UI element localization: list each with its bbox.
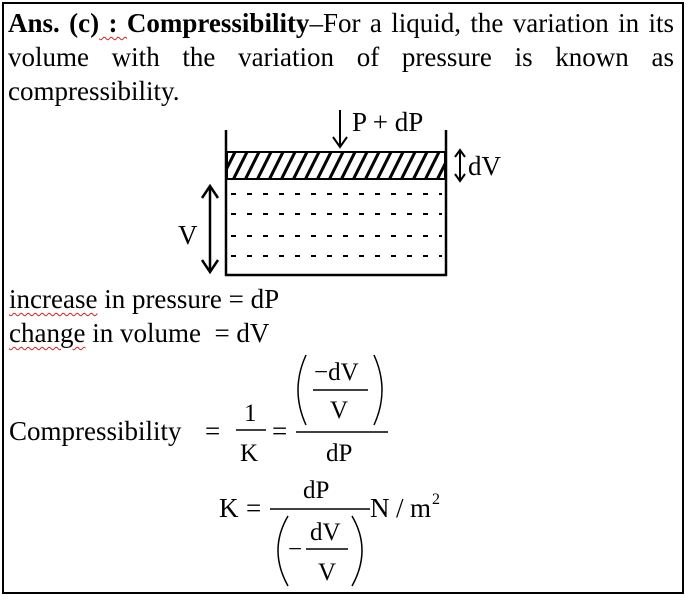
left-paren2-icon bbox=[278, 516, 288, 586]
formula1-dp: dP bbox=[326, 440, 353, 467]
formula1-equals: = bbox=[205, 416, 221, 446]
left-paren-icon bbox=[298, 355, 306, 425]
right-paren-icon bbox=[374, 355, 382, 425]
volume-arrow-icon bbox=[202, 186, 218, 272]
increase-rest: in pressure = dP bbox=[97, 284, 280, 314]
formula2-unit-exp: 2 bbox=[432, 491, 440, 508]
liquid-dashes bbox=[231, 194, 442, 256]
formula-compressibility bbox=[9, 355, 388, 467]
answer-term: Compressibility bbox=[126, 8, 310, 38]
formula2-minus: − bbox=[288, 536, 303, 563]
answer-option: Ans. (c) bbox=[8, 8, 100, 38]
formula1-equals2: = bbox=[272, 416, 288, 446]
volume-label: V bbox=[178, 220, 198, 250]
change-word: change bbox=[9, 318, 86, 348]
dv-arrow-icon bbox=[455, 150, 465, 181]
formula-bulk-modulus bbox=[219, 477, 440, 586]
dv-label: dV bbox=[468, 151, 501, 181]
formula1-one: 1 bbox=[244, 400, 257, 427]
formula2-unit-n: N bbox=[370, 493, 390, 523]
formula1-lhs: Compressibility bbox=[9, 416, 182, 446]
formula2-unit-slash: / bbox=[396, 493, 404, 523]
answer-colon: : bbox=[99, 8, 127, 38]
answer-definition: –For a liquid, the variation in its volume with the variation of pressure is known as compressibility. bbox=[8, 8, 674, 106]
formula1-k: K bbox=[240, 440, 259, 467]
formula2-k: K bbox=[219, 493, 239, 523]
formula1-v: V bbox=[330, 397, 349, 424]
formula1-neg-dv: −dV bbox=[314, 359, 359, 386]
piston-hatched bbox=[220, 150, 452, 182]
formula2-dp: dP bbox=[303, 477, 330, 504]
change-rest: in volume = dV bbox=[85, 318, 270, 348]
force-arrow-icon bbox=[333, 110, 347, 147]
formula2-dv: dV bbox=[310, 519, 341, 546]
right-paren2-icon bbox=[352, 516, 362, 586]
formula2-v: V bbox=[318, 559, 337, 586]
formula2-unit-m: m bbox=[410, 493, 432, 523]
definition-pressure bbox=[9, 283, 279, 315]
increase-word: increase bbox=[9, 284, 98, 314]
pressure-label: P + dP bbox=[352, 107, 424, 137]
definition-volume bbox=[9, 317, 269, 349]
formula2-equals: = bbox=[246, 493, 262, 523]
